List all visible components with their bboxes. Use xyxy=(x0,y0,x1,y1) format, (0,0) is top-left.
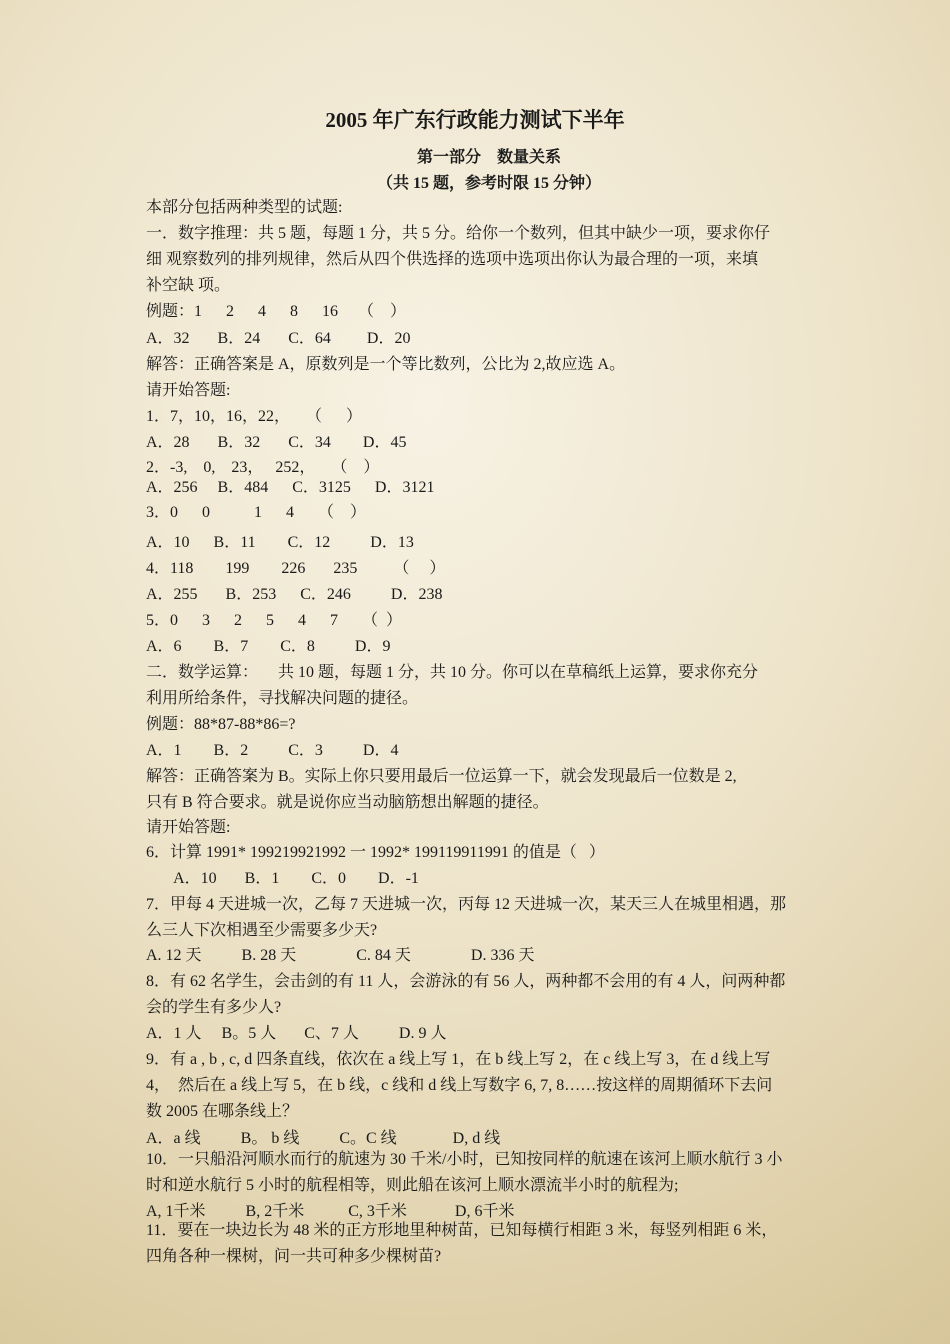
text-line: 2．-3, 0, 23， 252， （ ） xyxy=(146,459,380,476)
text-line: A．a 线 B。 b 线 C。C 线 D, d 线 xyxy=(146,1130,501,1147)
text-line: 一．数字推理：共 5 题，每题 1 分，共 5 分。给你一个数列，但其中缺少一项，要求你仔 xyxy=(146,225,771,242)
text-line: 解答：正确答案是 A，原数列是一个等比数列，公比为 2,故应选 A。 xyxy=(146,356,626,373)
text-line: A．1 人 B。5 人 C、7 人 D. 9 人 xyxy=(146,1025,447,1042)
text-line: 时和逆水航行 5 小时的航程相等，则此船在该河上顺水漂流半小时的航程为; xyxy=(146,1177,679,1194)
text-line: 利用所给条件，寻找解决问题的捷径。 xyxy=(146,690,419,707)
text-line: 请开始答题: xyxy=(146,382,231,399)
text-line: A．255 B．253 C．246 D．238 xyxy=(146,586,443,603)
text-line: 只有 B 符合要求。就是说你应当动脑筋想出解题的捷径。 xyxy=(146,794,549,811)
text-line: A．6 B．7 C．8 D．9 xyxy=(146,638,391,655)
text-line: 8．有 62 名学生，会击剑的有 11 人，会游泳的有 56 人，两种都不会用的有 4 人，问两种都 xyxy=(146,973,786,990)
text-line: 么三人下次相遇至少需要多少天? xyxy=(146,922,378,939)
text-line: 7．甲每 4 天进城一次，乙每 7 天进城一次，丙每 12 天进城一次，某天三人在城里相遇，那 xyxy=(146,896,787,913)
text-line: 10．一只船沿河顺水而行的航速为 30 千米/小时，已知按同样的航速在该河上顺水航行 3 小 xyxy=(146,1151,783,1168)
document-title: 2005 年广东行政能力测试下半年 xyxy=(325,108,625,132)
text-line: 11．要在一块边长为 48 米的正方形地里种树苗，已知每横行相距 3 米，每竖列相距 6 米， xyxy=(146,1222,778,1239)
text-line: 6．计算 1991* 199219921992 一 1992* 199119911991 的值是（ ） xyxy=(146,844,605,861)
text-line: A．28 B．32 C．34 D．45 xyxy=(146,434,407,451)
text-line: A．256 B．484 C．3125 D．3121 xyxy=(146,479,435,496)
text-line: 4， 然后在 a 线上写 5，在 b 线，c 线和 d 线上写数字 6, 7, 8……按这样的周期循环下去问 xyxy=(146,1077,773,1094)
text-line: 5．0 3 2 5 4 7 （ ） xyxy=(146,612,403,629)
part-heading: 第一部分 数量关系 xyxy=(416,149,561,166)
text-line: 本部分包括两种类型的试题: xyxy=(146,199,343,216)
text-line: A．32 B．24 C．64 D．20 xyxy=(146,330,411,347)
text-line: 会的学生有多少人? xyxy=(146,999,282,1016)
text-line: A, 1千米 B, 2千米 C, 3千米 D, 6千米 xyxy=(146,1203,515,1220)
text-line: A. 12 天 B. 28 天 C. 84 天 D. 336 天 xyxy=(146,947,535,964)
text-line: 数 2005 在哪条线上？ xyxy=(146,1103,299,1120)
text-line: 4．118 199 226 235 （ ） xyxy=(146,560,446,577)
text-line: 细 观察数列的排列规律，然后从四个供选择的选项中选项出你认为最合理的一项，来填 xyxy=(146,251,759,268)
text-line: 解答：正确答案为 B。实际上你只要用最后一位运算一下，就会发现最后一位数是 2, xyxy=(146,768,737,785)
text-line: 例题：1 2 4 8 16 （ ） xyxy=(146,303,407,320)
text-line: 二．数学运算： 共 10 题，每题 1 分，共 10 分。你可以在草稿纸上运算，要求你充分 xyxy=(146,664,759,681)
text-line: 四角各种一棵树，问一共可种多少棵树苗? xyxy=(146,1248,442,1265)
text-line: A．10 B．11 C．12 D．13 xyxy=(146,534,414,551)
text-line: 1．7，10，16，22， （ ） xyxy=(146,408,363,425)
text-line: 补空缺 项。 xyxy=(146,277,231,294)
text-line: A．10 B．1 C．0 D．-1 xyxy=(146,870,419,887)
text-line: 请开始答题: xyxy=(146,819,231,836)
text-line: 3．0 0 1 4 （ ） xyxy=(146,504,367,521)
part-note: （共 15 题，参考时限 15 分钟） xyxy=(376,175,601,192)
text-line: A．1 B．2 C．3 D．4 xyxy=(146,742,399,759)
text-line: 例题：88*87-88*86=? xyxy=(146,716,296,733)
text-line: 9．有 a , b , c, d 四条直线，依次在 a 线上写 1，在 b 线上写 2，在 c 线上写 3，在 d 线上写 xyxy=(146,1051,771,1068)
